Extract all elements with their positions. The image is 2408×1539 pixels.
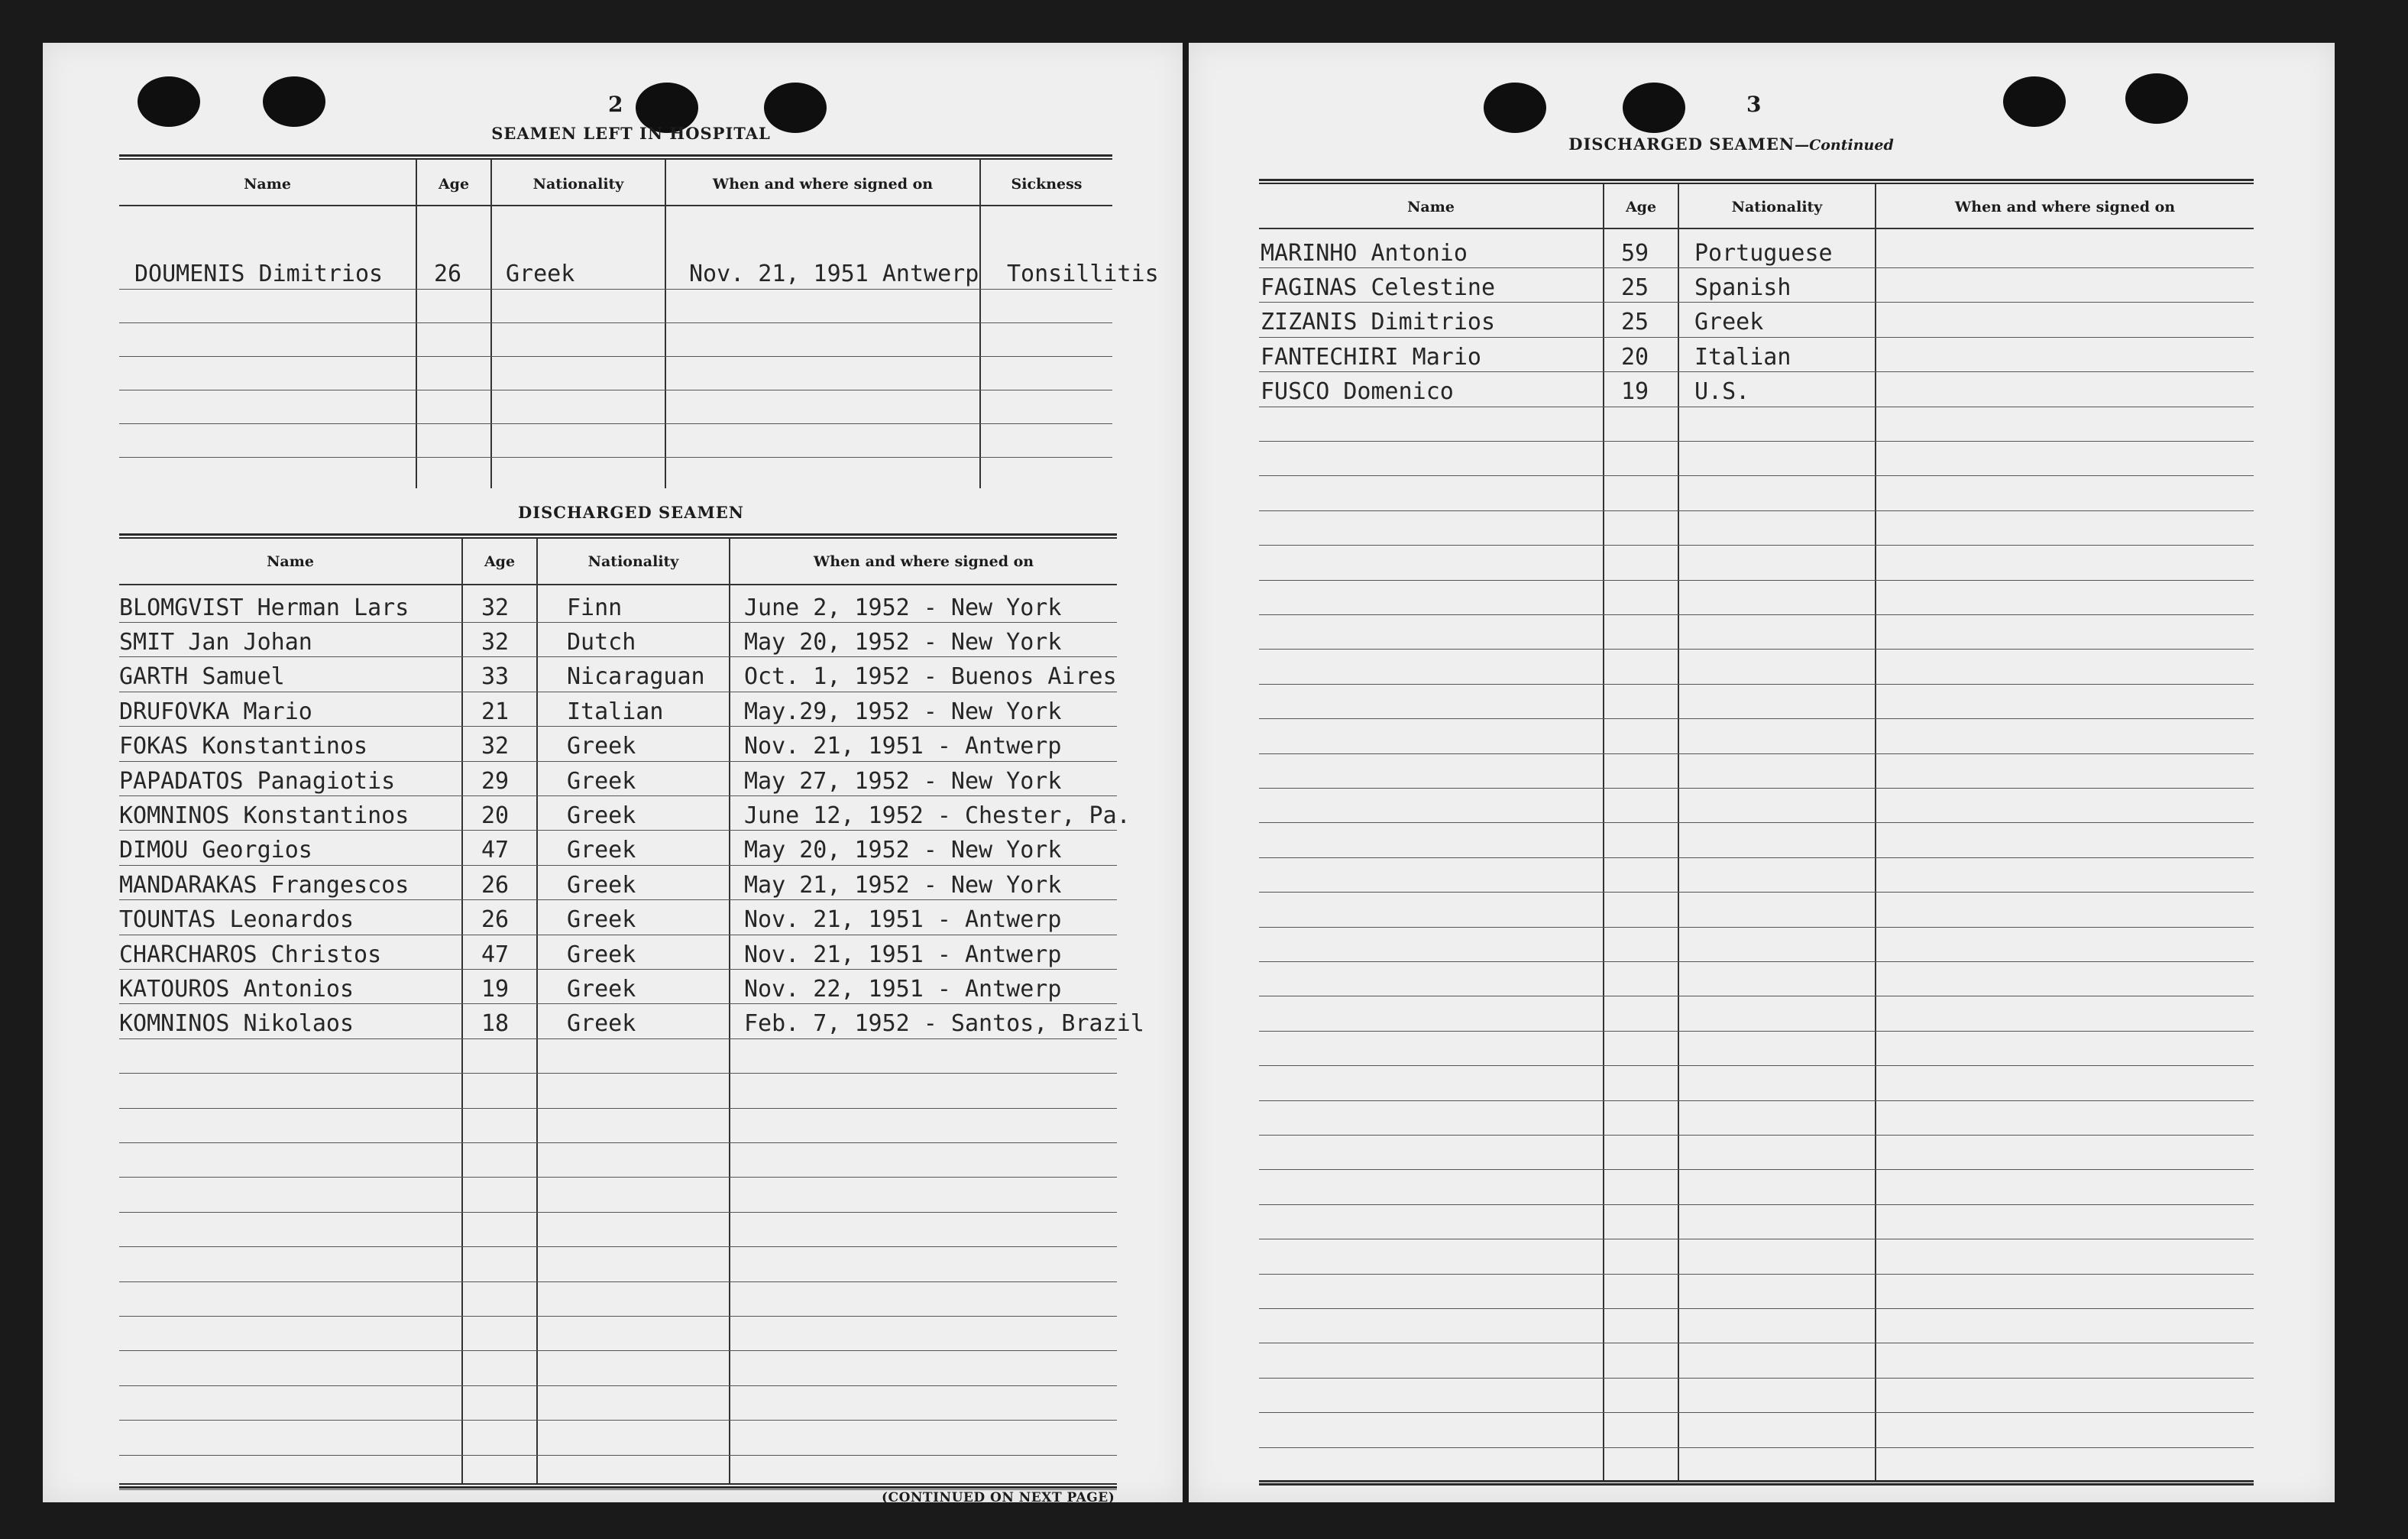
- discharged-nationality-cell: Dutch: [567, 629, 636, 656]
- row-rule: [119, 1108, 1117, 1109]
- right-page: [1189, 43, 2335, 1502]
- continued-name-cell: MARINHO Antonio: [1261, 239, 1468, 267]
- discharged-signed-on-cell: Nov. 21, 1951 - Antwerp: [744, 941, 1062, 968]
- row-rule: [1259, 545, 2254, 546]
- discharged-signed-on-cell: Oct. 1, 1952 - Buenos Aires: [744, 663, 1117, 691]
- discharged-name-cell: DIMOU Georgios: [119, 837, 312, 864]
- continued-nationality-cell: Italian: [1694, 343, 1791, 371]
- discharged-signed-on-cell: June 2, 1952 - New York: [744, 594, 1062, 621]
- hospital-section-title: SEAMEN LEFT IN HOSPITAL: [491, 124, 771, 143]
- discharged-age-cell: 20: [481, 802, 510, 829]
- row-rule: [119, 1073, 1117, 1074]
- discharged-name-cell: GARTH Samuel: [119, 663, 285, 691]
- continued-nationality-cell: U.S.: [1694, 378, 1750, 406]
- row-rule: [119, 1316, 1117, 1317]
- discharged-nationality-cell: Italian: [567, 698, 664, 725]
- discharged-age-cell: 33: [481, 663, 510, 691]
- row-rule: [119, 761, 1117, 762]
- row-rule: [1259, 267, 2254, 268]
- row-rule: [1259, 961, 2254, 962]
- continued-name-cell: ZIZANIS Dimitrios: [1261, 309, 1496, 336]
- continued-note: (CONTINUED ON NEXT PAGE): [882, 1490, 1115, 1505]
- row-rule: [1259, 1274, 2254, 1275]
- row-rule: [119, 1003, 1117, 1004]
- discharged-signed-on-cell: June 12, 1952 - Chester, Pa.: [744, 802, 1131, 829]
- discharged-name-cell: FOKAS Konstantinos: [119, 733, 368, 760]
- row-rule: [1259, 822, 2254, 823]
- column-header-nationality: Nationality: [1731, 199, 1823, 215]
- discharged-name-cell: MANDARAKAS Frangescos: [119, 871, 409, 899]
- column-header-signed-on: When and where signed on: [1954, 199, 2176, 215]
- row-rule: [1259, 684, 2254, 685]
- row-rule: [1259, 475, 2254, 476]
- punch-hole: [263, 76, 325, 127]
- row-rule: [1259, 1065, 2254, 1066]
- row-rule: [119, 457, 1112, 458]
- continued-name-cell: FUSCO Domenico: [1261, 378, 1454, 406]
- discharged-nationality-cell: Nicaraguan: [567, 663, 705, 691]
- row-rule: [119, 1246, 1117, 1247]
- row-rule: [1259, 1447, 2254, 1448]
- discharged-age-cell: 18: [481, 1010, 510, 1038]
- hospital-table: [119, 154, 1159, 491]
- continued-age-cell: 59: [1621, 239, 1649, 267]
- discharged-nationality-cell: Greek: [567, 941, 636, 968]
- column-header-nationality: Nationality: [532, 176, 624, 193]
- left-page: [43, 43, 1183, 1505]
- row-rule: [119, 622, 1117, 623]
- row-rule: [119, 1455, 1117, 1456]
- row-rule: [119, 322, 1112, 323]
- discharged-nationality-cell: Finn: [567, 594, 623, 621]
- column-header-sickness: Sickness: [1011, 176, 1083, 193]
- discharged-age-cell: 32: [481, 629, 510, 656]
- column-header-age: Age: [438, 176, 470, 193]
- row-rule: [119, 726, 1117, 727]
- row-rule: [1259, 753, 2254, 754]
- row-rule: [1259, 337, 2254, 338]
- punch-hole: [2125, 73, 2188, 124]
- punch-hole: [2003, 76, 2066, 127]
- discharged-name-cell: DRUFOVKA Mario: [119, 698, 312, 725]
- row-rule: [1259, 580, 2254, 581]
- row-rule: [119, 1420, 1117, 1421]
- row-rule: [119, 830, 1117, 831]
- discharged-signed-on-cell: Nov. 21, 1951 - Antwerp: [744, 906, 1062, 934]
- row-rule: [1259, 1412, 2254, 1413]
- continued-suffix: —Continued: [1795, 137, 1894, 154]
- punch-hole: [138, 76, 200, 127]
- discharged-age-cell: 32: [481, 733, 510, 760]
- row-rule: [119, 656, 1117, 657]
- row-rule: [119, 1212, 1117, 1213]
- hospital-name-cell: DOUMENIS Dimitrios: [134, 261, 384, 287]
- row-rule: [1259, 857, 2254, 858]
- column-header-age: Age: [1625, 199, 1657, 215]
- continued-nationality-cell: Spanish: [1694, 274, 1791, 301]
- discharged-signed-on-cell: Feb. 7, 1952 - Santos, Brazil: [744, 1010, 1144, 1038]
- row-rule: [1259, 302, 2254, 303]
- row-rule: [1259, 649, 2254, 650]
- discharged-nationality-cell: Greek: [567, 976, 636, 1003]
- hospital-nationality-cell: Greek: [506, 261, 575, 287]
- row-rule: [119, 969, 1117, 970]
- discharged-section-title: DISCHARGED SEAMEN: [518, 503, 744, 522]
- column-header-name: Name: [1407, 199, 1455, 215]
- column-header-name: Name: [267, 553, 314, 570]
- row-rule: [1259, 927, 2254, 928]
- page-number: 2: [608, 92, 623, 117]
- discharged-nationality-cell: Greek: [567, 802, 636, 829]
- row-rule: [1259, 371, 2254, 372]
- row-rule: [119, 1350, 1117, 1351]
- continued-age-cell: 25: [1621, 309, 1649, 336]
- discharged-signed-on-cell: May 27, 1952 - New York: [744, 767, 1062, 795]
- row-rule: [1259, 1169, 2254, 1170]
- row-rule: [119, 865, 1117, 866]
- continued-age-cell: 25: [1621, 274, 1649, 301]
- row-rule: [1259, 1204, 2254, 1205]
- discharged-signed-on-cell: May.29, 1952 - New York: [744, 698, 1062, 725]
- continued-name-cell: FANTECHIRI Mario: [1261, 343, 1481, 371]
- discharged-signed-on-cell: Nov. 21, 1951 - Antwerp: [744, 733, 1062, 760]
- discharged-age-cell: 29: [481, 767, 510, 795]
- row-rule: [1259, 1308, 2254, 1309]
- discharged-name-cell: CHARCHAROS Christos: [119, 941, 382, 968]
- punch-hole: [1623, 83, 1685, 133]
- discharged-nationality-cell: Greek: [567, 837, 636, 864]
- hospital-signed-on-cell: Nov. 21, 1951 Antwerp: [689, 261, 979, 287]
- page-number: 3: [1746, 92, 1762, 117]
- hospital-sickness-cell: Tonsillitis: [1007, 261, 1159, 287]
- row-rule: [119, 289, 1112, 290]
- row-rule: [119, 1038, 1117, 1039]
- discharged-age-cell: 32: [481, 594, 510, 621]
- discharged-name-cell: KATOUROS Antonios: [119, 976, 354, 1003]
- continued-age-cell: 19: [1621, 378, 1649, 406]
- discharged-table: [119, 533, 1144, 1489]
- row-rule: [1259, 1100, 2254, 1101]
- discharged-age-cell: 47: [481, 941, 510, 968]
- row-rule: [119, 899, 1117, 900]
- discharged-nationality-cell: Greek: [567, 733, 636, 760]
- row-rule: [119, 1142, 1117, 1143]
- discharged-nationality-cell: Greek: [567, 1010, 636, 1038]
- discharged-age-cell: 19: [481, 976, 510, 1003]
- row-rule: [1259, 1135, 2254, 1136]
- discharged-nationality-cell: Greek: [567, 767, 636, 795]
- discharged-age-cell: 26: [481, 871, 510, 899]
- row-rule: [119, 1385, 1117, 1386]
- discharged-continued-table: [1259, 179, 2254, 1486]
- column-header-name: Name: [244, 176, 291, 193]
- row-rule: [1259, 441, 2254, 442]
- discharged-name-cell: SMIT Jan Johan: [119, 629, 312, 656]
- discharged-continued-title-main: DISCHARGED SEAMEN: [1568, 134, 1795, 154]
- discharged-signed-on-cell: May 20, 1952 - New York: [744, 837, 1062, 864]
- column-header-signed-on: When and where signed on: [712, 176, 934, 193]
- punch-hole: [1484, 83, 1546, 133]
- discharged-name-cell: PAPADATOS Panagiotis: [119, 767, 396, 795]
- hospital-age-cell: 26: [434, 261, 462, 287]
- discharged-age-cell: 47: [481, 837, 510, 864]
- discharged-age-cell: 21: [481, 698, 510, 725]
- row-rule: [119, 1177, 1117, 1178]
- row-rule: [1259, 892, 2254, 893]
- row-rule: [119, 356, 1112, 357]
- column-header-age: Age: [484, 553, 516, 570]
- row-rule: [1259, 510, 2254, 511]
- continued-nationality-cell: Portuguese: [1694, 239, 1833, 267]
- discharged-name-cell: KOMNINOS Nikolaos: [119, 1010, 354, 1038]
- continued-age-cell: 20: [1621, 343, 1649, 371]
- discharged-name-cell: BLOMGVIST Herman Lars: [119, 594, 409, 621]
- discharged-age-cell: 26: [481, 906, 510, 934]
- row-rule: [1259, 614, 2254, 615]
- row-rule: [1259, 788, 2254, 789]
- row-rule: [1259, 1378, 2254, 1379]
- continued-nationality-cell: Greek: [1694, 309, 1764, 336]
- discharged-name-cell: KOMNINOS Konstantinos: [119, 802, 409, 829]
- column-header-nationality: Nationality: [587, 553, 679, 570]
- discharged-signed-on-cell: May 21, 1952 - New York: [744, 871, 1062, 899]
- discharged-nationality-cell: Greek: [567, 871, 636, 899]
- continued-name-cell: FAGINAS Celestine: [1261, 274, 1496, 301]
- discharged-nationality-cell: Greek: [567, 906, 636, 934]
- row-rule: [119, 1281, 1117, 1282]
- discharged-continued-title: [1555, 134, 1907, 154]
- discharged-signed-on-cell: Nov. 22, 1951 - Antwerp: [744, 976, 1062, 1003]
- row-rule: [1259, 718, 2254, 719]
- row-rule: [119, 423, 1112, 424]
- discharged-signed-on-cell: May 20, 1952 - New York: [744, 629, 1062, 656]
- column-header-signed-on: When and where signed on: [813, 553, 1034, 570]
- row-rule: [1259, 1031, 2254, 1032]
- row-rule: [119, 795, 1117, 796]
- discharged-name-cell: TOUNTAS Leonardos: [119, 906, 354, 934]
